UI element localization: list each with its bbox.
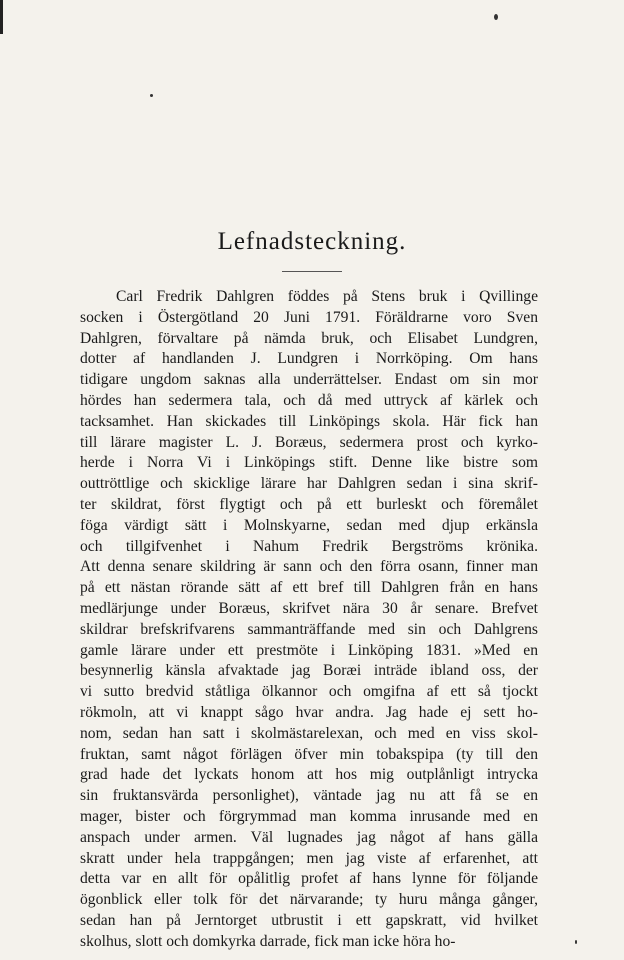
text-line: medlärjunge under Boræus, skrifvet nära 30 år senare. Brefvet [80, 599, 538, 617]
text-line: skratt under hela trappgången; men jag viste af erfarenhet, att [80, 849, 538, 867]
text-line: rökmoln, att vi knappt sågo hvar andra. Jag hade ej sett ho- [80, 703, 538, 721]
text-line: på ett nästan rörande sätt af ett bref till Dahlgren från en hans [80, 579, 538, 597]
text-line: Carl Fredrik Dahlgren föddes på Stens bruk i Qvillinge [116, 288, 538, 305]
text-line: ögonblick eller tolk för det närvarande; ty huru många gånger, [80, 891, 538, 909]
text-line: föga värdigt sätt i Molnskyarne, sedan med djup erkänsla [80, 516, 538, 534]
text-line: sin fruktansvärda personlighet), väntade jag nu att få se en [80, 787, 538, 805]
scan-edge-mark [0, 0, 3, 34]
text-line: Dahlgren, förvaltare på nämda bruk, och Elisabet Lundgren, [80, 329, 538, 347]
chapter-heading: Lefnadsteckning. [217, 228, 407, 255]
text-line: besynnerlig känsla afvaktade jag Boræi inträde ibland oss, der [80, 662, 538, 680]
text-line: fruktan, samt något förlägen öfver min tobakspipa (ty till den [80, 745, 538, 763]
text-line: dotter af handlanden J. Lundgren i Norrköping. Om hans [80, 350, 538, 368]
text-line: vi sutto bredvid ståtliga ölkannor och omgifna af ett så tjockt [80, 683, 538, 701]
text-line: detta var en allt för opålitlig profet af hans lynne för följande [80, 870, 538, 888]
text-line: grad hade det lyckats honom att hos mig outplånligt intrycka [80, 766, 538, 784]
text-line: skolhus, slott och domkyrka darrade, fick man icke höra ho- [80, 932, 456, 950]
text-line: herde i Norra Vi i Linköpings stift. Denne like bistre som [80, 454, 538, 472]
text-line: mager, bister och förgrymmad man komma inrusande med en [80, 807, 538, 825]
ink-speck [575, 940, 577, 944]
text-line: nom, sedan han satt i skolmästarelexan, och med en viss skol- [80, 724, 538, 742]
text-line: skildrar brefskrifvarens sammanträffande med sin och Dahlgrens [80, 620, 538, 638]
ink-speck [494, 14, 498, 20]
body-paragraph [80, 287, 538, 953]
text-line: socken i Östergötland 20 Juni 1791. Föräldrarne voro Sven [80, 308, 538, 326]
text-line: anspach under armen. Väl lugnades jag något af hans gälla [80, 828, 538, 846]
text-line: outtröttlige och skicklige lärare har Dahlgren sedan i sina skrif- [80, 475, 538, 493]
text-line: Att denna senare skildring är sann och den förra osann, finner man [80, 558, 538, 576]
text-line: sedan han på Jerntorget utbrustit i ett gapskratt, vid hvilket [80, 911, 538, 929]
text-line: och tillgifvenhet i Nahum Fredrik Bergströms krönika. [80, 537, 538, 555]
text-line: till lärare magister L. J. Boræus, sedermera prost och kyrko- [80, 433, 538, 451]
heading-rule [282, 271, 342, 272]
text-line: hördes han sedermera tala, och då med uttryck af kärlek och [80, 391, 538, 409]
text-line: gamle lärare under ett prestmöte i Linköping 1831. »Med en [80, 641, 538, 659]
ink-speck [150, 94, 153, 97]
text-line: tacksamhet. Han skickades till Linköpings skola. Här fick han [80, 412, 538, 430]
text-line: tidigare ungdom saknas alla underrättelser. Endast om sin mor [80, 371, 538, 389]
text-line: ter skildrat, först flygtigt och på ett burleskt och föremålet [80, 495, 538, 513]
